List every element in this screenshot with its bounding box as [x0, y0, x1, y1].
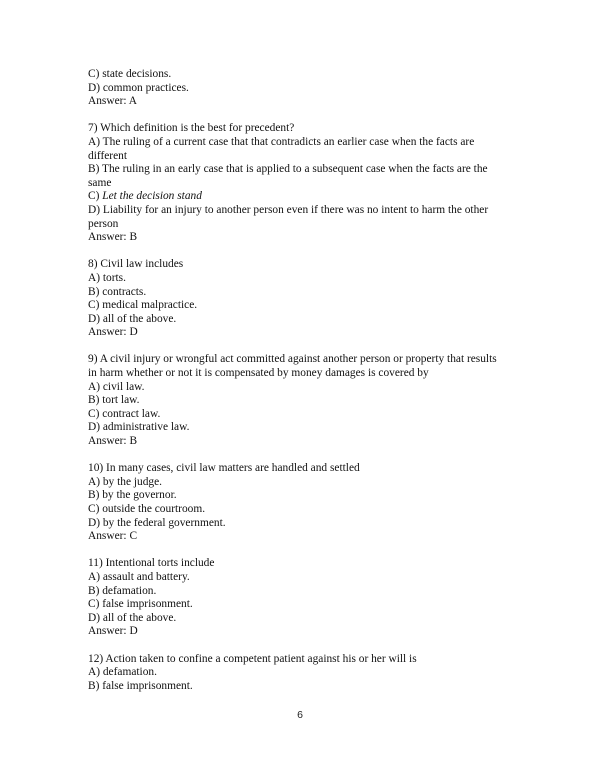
- question-block-8: [88, 258, 518, 340]
- question-text-line-1: 9) A civil injury or wrongful act committed against another person or property that results: [88, 353, 497, 366]
- option-b: B) false imprisonment.: [88, 679, 193, 692]
- answer: Answer: A: [88, 95, 138, 108]
- question-block-12: [88, 653, 518, 694]
- document-body: [88, 68, 518, 693]
- option-a: A) civil law.: [88, 380, 145, 393]
- option-c-italic-text: Let the decision stand: [102, 190, 202, 203]
- option-c: [88, 190, 518, 204]
- answer: Answer: D: [88, 625, 138, 638]
- answer: Answer: B: [88, 435, 138, 448]
- question-block-11: [88, 557, 518, 639]
- option-a-line-2: different: [88, 149, 128, 162]
- option-b-line-2: same: [88, 176, 112, 189]
- question-block-10: [88, 462, 518, 544]
- option-c: C) false imprisonment.: [88, 598, 193, 611]
- question-text: 10) In many cases, civil law matters are handled and settled: [88, 462, 360, 475]
- option-c: C) outside the courtroom.: [88, 503, 206, 515]
- question-block-6-tail: [88, 68, 518, 109]
- question-text: 12) Action taken to confine a competent patient against his or her will is: [88, 652, 417, 665]
- option-d: D) all of the above.: [88, 611, 177, 624]
- option-a: A) by the judge.: [88, 475, 163, 488]
- page-number: 6: [297, 709, 303, 721]
- option-d: D) by the federal government.: [88, 516, 226, 529]
- question-text: 11) Intentional torts include: [88, 557, 215, 570]
- option-d: D) administrative law.: [88, 421, 190, 434]
- option-d-line-1: D) Liability for an injury to another person even if there was no intent to harm the other: [88, 203, 489, 216]
- option-b: B) by the governor.: [88, 489, 177, 502]
- question-text: 7) Which definition is the best for precedent?: [88, 122, 295, 135]
- option-b: B) contracts.: [88, 285, 147, 298]
- option-c: C) contract law.: [88, 407, 161, 420]
- option-b: B) defamation.: [88, 584, 157, 597]
- question-block-9: [88, 353, 518, 448]
- answer: Answer: D: [88, 326, 138, 339]
- option-c: C) state decisions.: [88, 68, 172, 80]
- answer: Answer: C: [88, 530, 138, 543]
- question-text-line-2: in harm whether or not it is compensated by money damages is covered by: [88, 367, 429, 380]
- option-a-line-1: A) The ruling of a current case that that contradicts an earlier case when the facts are: [88, 135, 475, 148]
- option-c-prefix: C): [88, 190, 103, 203]
- option-a: A) torts.: [88, 271, 126, 284]
- question-text: 8) Civil law includes: [88, 258, 184, 271]
- option-c: C) medical malpractice.: [88, 299, 198, 312]
- question-block-7: [88, 122, 518, 244]
- option-a: A) defamation.: [88, 666, 157, 679]
- option-d-line-2: person: [88, 217, 119, 230]
- option-b: B) tort law.: [88, 394, 140, 407]
- answer: Answer: B: [88, 231, 138, 244]
- option-a: A) assault and battery.: [88, 570, 190, 583]
- option-d: D) all of the above.: [88, 312, 177, 325]
- option-b-line-1: B) The ruling in an early case that is applied to a subsequent case when the facts are the: [88, 163, 488, 176]
- option-d: D) common practices.: [88, 81, 189, 94]
